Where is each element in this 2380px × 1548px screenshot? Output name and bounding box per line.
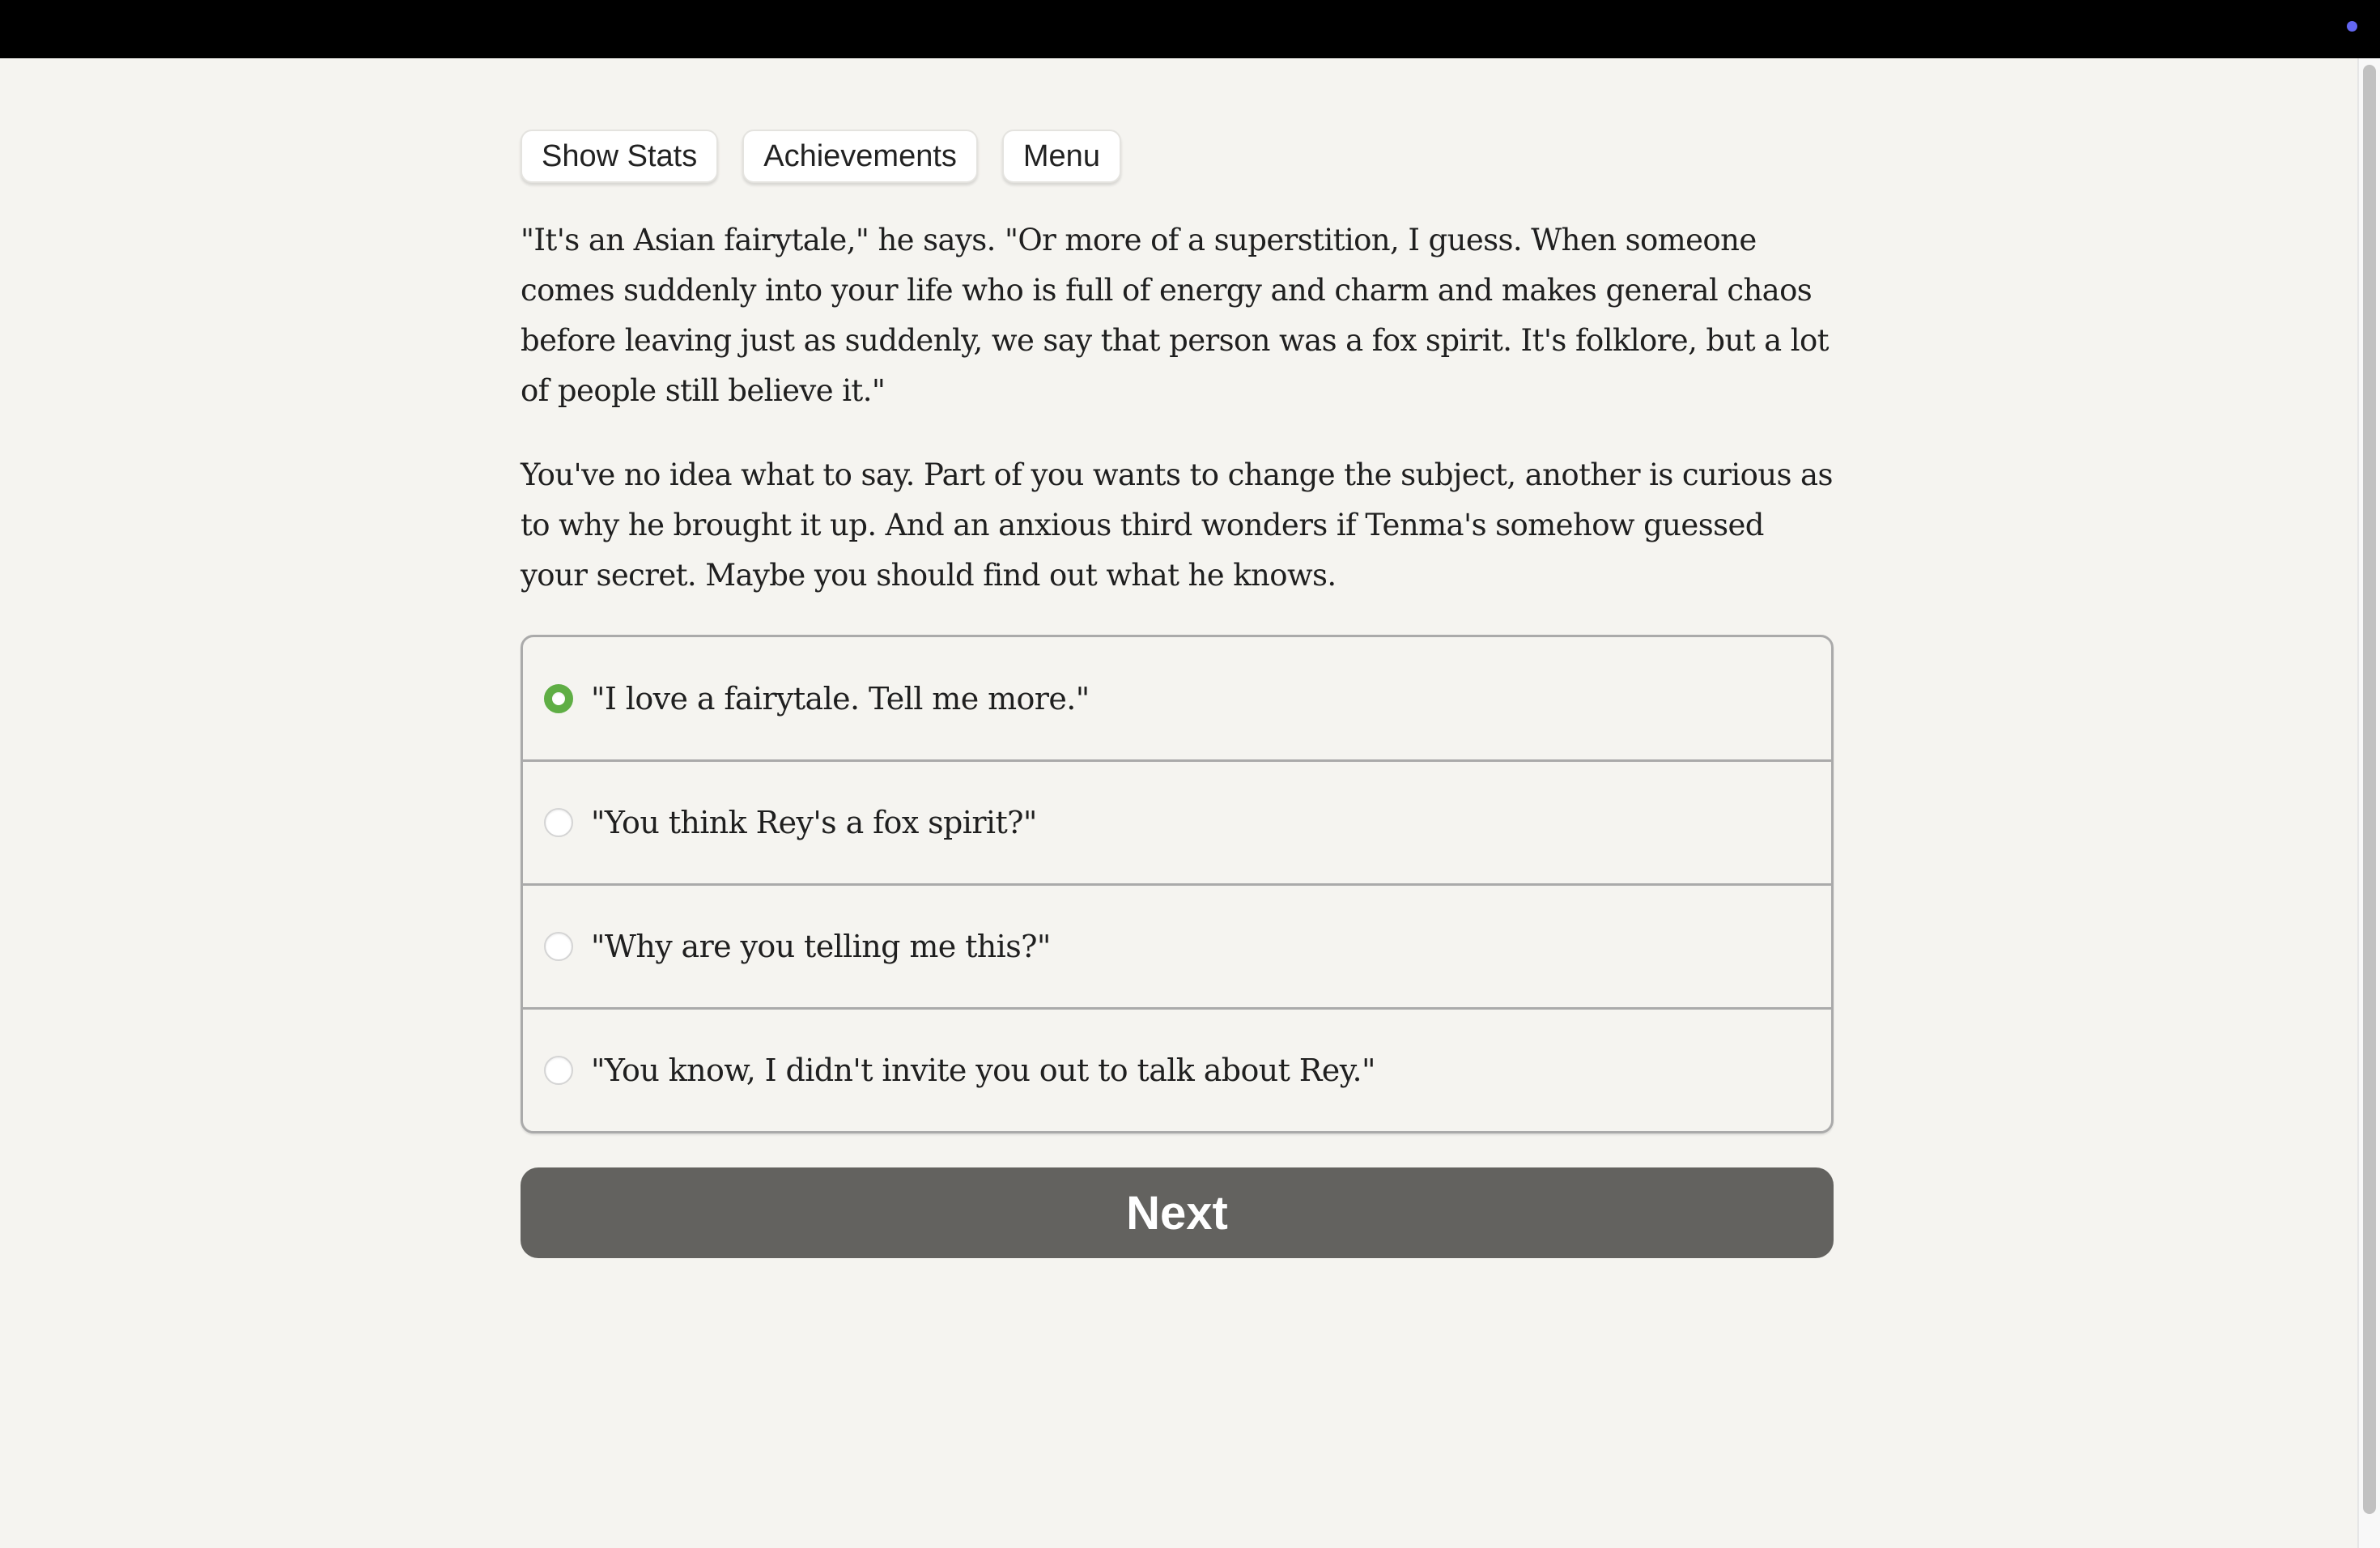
story-text (521, 215, 1834, 601)
choice-option[interactable] (523, 1007, 1831, 1131)
choice-label: "I love a fairytale. Tell me more." (591, 680, 1090, 717)
show-stats-button[interactable]: Show Stats (521, 130, 718, 183)
choice-option[interactable] (523, 637, 1831, 759)
choice-label: "Why are you telling me this?" (591, 929, 1051, 964)
choice-label: "You know, I didn't invite you out to talk about Rey." (591, 1053, 1375, 1088)
next-button[interactable]: Next (521, 1167, 1834, 1258)
browser-top-bar (0, 0, 2380, 58)
radio-unselected-icon[interactable] (544, 808, 573, 837)
scrollbar-thumb[interactable] (2363, 65, 2376, 1514)
radio-unselected-icon[interactable] (544, 1056, 573, 1085)
menu-button[interactable]: Menu (1002, 130, 1121, 183)
story-paragraph: You've no idea what to say. Part of you wants to change the subject, another is curious as to why he brought it up. And an anxious third wonders if Tenma's somehow guessed your secret. Maybe you should find out what he knows. (521, 457, 1833, 593)
radio-unselected-icon[interactable] (544, 932, 573, 961)
status-indicator-dot (2347, 21, 2357, 32)
radio-selected-icon[interactable] (544, 684, 573, 713)
choice-list (521, 635, 1834, 1133)
achievements-button[interactable]: Achievements (742, 130, 978, 183)
choice-label: "You think Rey's a fox spirit?" (591, 805, 1037, 840)
scrollbar[interactable] (2357, 58, 2380, 1548)
game-content (521, 130, 1834, 1258)
story-paragraph: "It's an Asian fairytale," he says. "Or more of a superstition, I guess. When someone comes suddenly into your life who is full of energy and charm and makes general chaos before leaving just as suddenly, we say that person was a fox spirit. It's folklore, but a lot of people still believe it." (521, 223, 1829, 408)
choice-option[interactable] (523, 883, 1831, 1007)
toolbar (521, 130, 1834, 183)
choice-option[interactable] (523, 759, 1831, 883)
